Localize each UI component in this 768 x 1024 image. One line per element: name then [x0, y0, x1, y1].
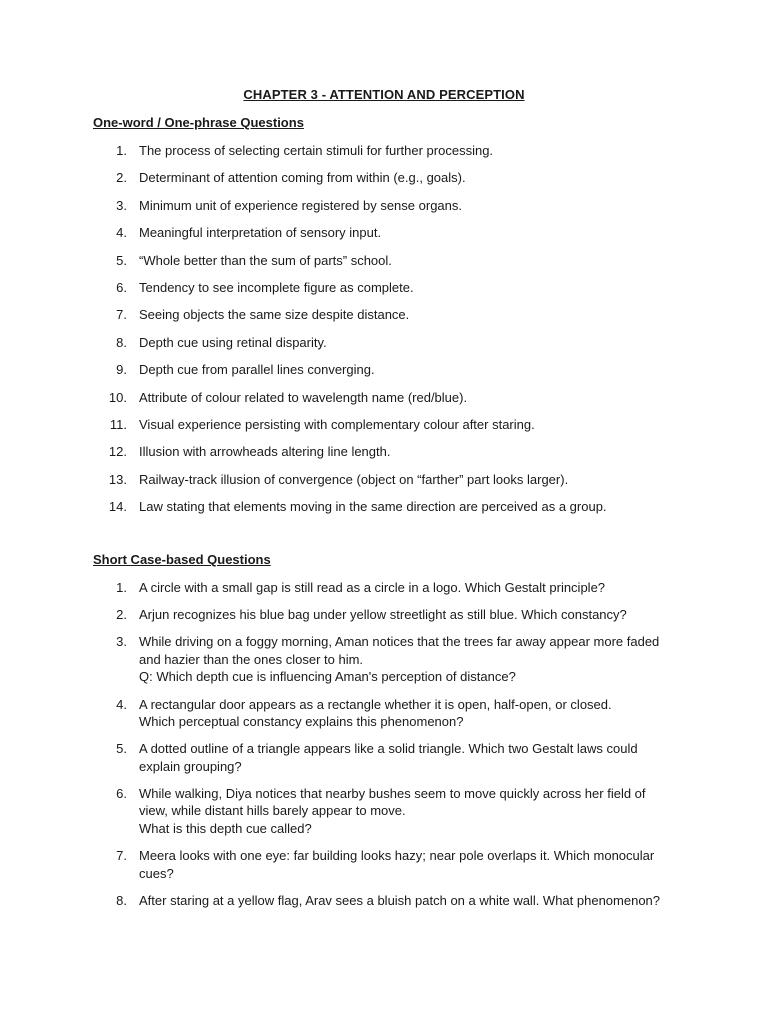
item-text: Depth cue from parallel lines converging.	[139, 362, 375, 378]
list-item	[93, 224, 693, 251]
page-title: CHAPTER 3 - ATTENTION AND PERCEPTION	[243, 87, 525, 102]
item-text: Railway-track illusion of convergence (object on “farther” part looks larger).	[139, 471, 569, 487]
list-item	[93, 443, 693, 470]
list-item	[93, 471, 693, 498]
item-number: 11.	[109, 416, 127, 432]
item-text: After staring at a yellow flag, Arav sees a bluish patch on a white wall. What phenomenon?	[139, 892, 661, 908]
section-heading-one-word: One-word / One-phrase Questions	[93, 115, 304, 130]
item-text: Seeing objects the same size despite distance.	[139, 307, 410, 323]
list-item	[93, 279, 693, 306]
list-item	[93, 579, 693, 597]
item-text: Law stating that elements moving in the same direction are perceived as a group.	[139, 499, 607, 515]
list-item	[93, 892, 693, 910]
item-number: 5.	[116, 252, 127, 268]
list-item	[93, 252, 693, 279]
list-item	[93, 416, 693, 443]
item-number: 3.	[116, 197, 127, 213]
list-item	[93, 606, 693, 624]
item-number: 8.	[116, 892, 127, 908]
item-number: 10.	[108, 389, 127, 405]
item-text: “Whole better than the sum of parts” school.	[139, 252, 392, 268]
item-number: 4.	[116, 696, 127, 712]
one-word-question-list	[93, 142, 693, 525]
list-item	[93, 498, 693, 525]
item-number: 1.	[116, 143, 127, 158]
item-number: 2.	[116, 607, 127, 623]
item-text: Depth cue using retinal disparity.	[139, 334, 327, 350]
item-text: A rectangular door appears as a rectangle whether it is open, half-open, or closed. Which perceptual constancy explains this phenomenon?	[139, 696, 612, 730]
item-number: 6.	[116, 279, 127, 295]
item-text: While driving on a foggy morning, Aman notices that the trees far away appear more faded and hazier than the ones closer to him. Q: Which depth cue is influencing Aman's perception of distance?	[139, 634, 660, 685]
item-text: Illusion with arrowheads altering line length.	[139, 444, 391, 460]
item-text: Arjun recognizes his blue bag under yellow streetlight as still blue. Which constancy?	[139, 607, 627, 623]
item-text: Tendency to see incomplete figure as complete.	[139, 279, 414, 295]
item-number: 7.	[116, 848, 127, 864]
list-item	[93, 334, 693, 361]
item-text: Minimum unit of experience registered by sense organs.	[139, 197, 462, 213]
item-number: 8.	[116, 334, 127, 350]
list-item	[93, 740, 693, 775]
item-text: Determinant of attention coming from within (e.g., goals).	[139, 170, 466, 186]
section-heading-case-based: Short Case-based Questions	[93, 552, 271, 567]
item-text: A circle with a small gap is still read as a circle in a logo. Which Gestalt principle?	[139, 580, 606, 595]
item-number: 9.	[116, 362, 127, 378]
item-text: Attribute of colour related to wavelength name (red/blue).	[139, 389, 468, 405]
case-based-question-list	[93, 579, 693, 919]
item-text: Meera looks with one eye: far building looks hazy; near pole overlaps it. Which monocular cues?	[139, 848, 655, 881]
list-item	[93, 306, 693, 333]
item-number: 12.	[108, 444, 127, 460]
item-number: 2.	[116, 170, 127, 186]
item-text: While walking, Diya notices that nearby bushes seem to move quickly across her field of view, while distant hills barely appear to move. What is this depth cue called?	[139, 785, 646, 836]
list-item	[93, 361, 693, 388]
list-item	[93, 142, 693, 169]
list-item	[93, 389, 693, 416]
item-number: 5.	[116, 741, 127, 757]
item-number: 14.	[108, 499, 127, 515]
list-item	[93, 696, 693, 731]
list-item	[93, 633, 693, 686]
list-item	[93, 197, 693, 224]
item-text: Meaningful interpretation of sensory input.	[139, 225, 382, 241]
item-number: 4.	[116, 225, 127, 241]
item-number: 6.	[116, 785, 127, 801]
list-item	[93, 785, 693, 838]
item-text: Visual experience persisting with complementary colour after staring.	[139, 416, 535, 432]
item-number: 7.	[116, 307, 127, 323]
list-item	[93, 169, 693, 196]
item-number: 1.	[116, 580, 127, 595]
item-number: 3.	[116, 634, 127, 650]
item-text: The process of selecting certain stimuli for further processing.	[139, 143, 494, 158]
list-item	[93, 847, 693, 882]
item-number: 13.	[108, 471, 127, 487]
item-text: A dotted outline of a triangle appears like a solid triangle. Which two Gestalt laws could explain grouping?	[139, 741, 638, 774]
